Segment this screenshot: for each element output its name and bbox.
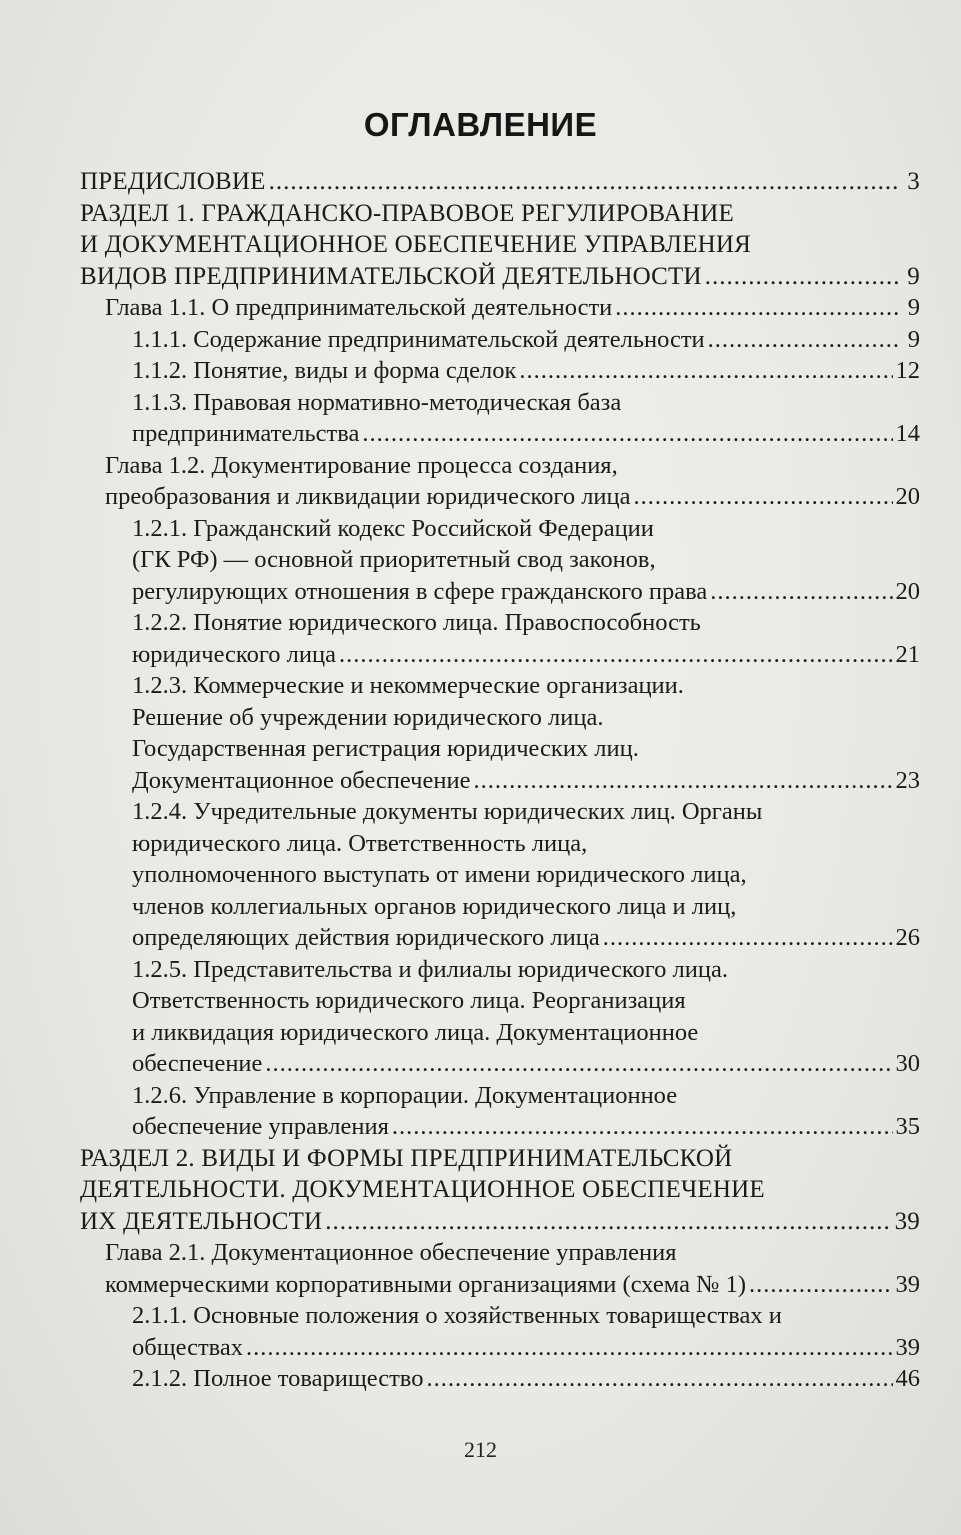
toc-entry-line: 1.2.6. Управление в корпорации. Документационное [132,1081,678,1109]
dot-leader [519,355,892,387]
toc-page-number: 39 [895,1270,920,1298]
toc-entry [80,1300,920,1363]
toc-entry [80,387,920,450]
toc-entry-line [105,481,920,513]
dot-leader [265,1048,892,1080]
dot-leader [362,418,892,450]
toc-entry-line [132,418,920,450]
toc-entry-line: и ликвидация юридического лица. Документационное [132,1018,699,1046]
dot-leader [426,1363,892,1395]
toc-entry-line [132,1048,920,1080]
toc-page-number: 12 [895,357,920,384]
toc-page-number: 30 [895,1050,920,1077]
toc-entry [80,450,920,513]
toc-page-number: 20 [895,483,920,510]
toc-entry-text: преобразования и ликвидации юридического лица [105,483,631,510]
toc-entry-text: коммерческими корпоративными организациями (схема № 1) [105,1270,747,1298]
toc-entry-line [105,292,920,324]
toc-page-number: 46 [895,1365,920,1392]
toc-entry-text: 2.1.2. Полное товарищество [132,1365,424,1392]
toc-entry [80,513,920,608]
toc-entry-line: членов коллегиальных органов юридического лица и лиц, [132,892,737,920]
dot-leader [339,639,893,671]
page-number: 212 [464,1437,497,1462]
toc-entry [80,1080,920,1143]
toc-entry-text: определяющих действия юридического лица [132,924,600,951]
toc-entry-text: юридического лица [132,640,336,668]
toc-page-number: 21 [895,640,920,668]
dot-leader [392,1111,893,1143]
toc-entry-text: Глава 1.1. О предпринимательской деятельности [105,294,613,321]
toc-entry-line: РАЗДЕЛ 1. ГРАЖДАНСКО-ПРАВОВОЕ РЕГУЛИРОВАНИЕ [80,199,734,227]
toc-entry-text: 1.1.2. Понятие, виды и форма сделок [132,357,517,384]
toc-entry-line: 1.2.3. Коммерческие и некоммерческие организации. [132,672,684,699]
toc-entry [80,954,920,1080]
toc-entry-line: ДЕЯТЕЛЬНОСТИ. ДОКУМЕНТАЦИОННОЕ ОБЕСПЕЧЕНИЕ [80,1176,765,1203]
toc-entry [80,292,920,324]
toc-page-number: 35 [895,1113,920,1140]
toc-entry-line [105,1269,920,1301]
toc-entry-line: Решение об учреждении юридического лица. [132,703,604,731]
toc-entry-line: юридического лица. Ответственность лица, [132,829,588,857]
toc-entry-text: регулирующих отношения в сфере гражданского права [132,577,708,605]
toc-entry [80,324,920,356]
toc-entry-line: 1.2.4. Учредительные документы юридических лиц. Органы [132,798,763,825]
toc-entry-line [132,1332,920,1364]
dot-leader [246,1332,892,1364]
toc-entry-line: Государственная регистрация юридических лиц. [132,735,639,762]
toc-entry-line: Глава 2.1. Документационное обеспечение управления [105,1239,677,1266]
toc-page-number: 39 [894,1207,920,1235]
toc-entry-line: Ответственность юридического лица. Реорганизация [132,987,686,1014]
toc-page-number: 20 [895,577,920,605]
toc-page-number: 26 [895,924,920,951]
toc-entry [80,166,920,198]
toc-entry-text: 1.1.1. Содержание предпринимательской деятельности [132,325,705,353]
dot-leader [615,292,899,324]
toc-entry-line [132,355,920,387]
dot-leader [710,576,892,608]
toc-entry-line: 1.1.3. Правовая нормативно-методическая база [132,388,622,416]
toc-entry-line: 1.2.1. Гражданский кодекс Российской Федерации [132,514,654,542]
toc-entry-text: обеспечение [132,1050,263,1077]
toc-entry-text: предпринимательства [132,420,360,447]
toc-page-number: 9 [907,325,920,353]
toc-page-number: 3 [907,168,920,195]
toc-entry-line [132,1363,920,1395]
toc-page-number: 39 [895,1333,920,1361]
toc-entry-line: Глава 1.2. Документирование процесса создания, [105,451,618,479]
toc-entry-line: 2.1.1. Основные положения о хозяйственных товариществах и [132,1302,782,1329]
dot-leader [603,922,893,954]
dot-leader [634,481,893,513]
toc-entry-line [132,1111,920,1143]
dot-leader [325,1206,891,1238]
toc-entry-text: ИХ ДЕЯТЕЛЬНОСТИ [80,1207,323,1235]
toc-entry-line [80,1206,920,1238]
dot-leader [269,166,899,198]
toc-entry-line: (ГК РФ) — основной приоритетный свод законов, [132,546,656,573]
toc-entry-text: обществах [132,1333,244,1361]
toc-page-number: 14 [895,420,920,447]
toc-entry-text: обеспечение управления [132,1113,389,1140]
toc-entry-line [80,261,920,293]
page-title: ОГЛАВЛЕНИЕ [363,106,598,143]
toc-entry-line [132,576,920,608]
dot-leader [705,261,899,293]
toc-entry-line: И ДОКУМЕНТАЦИОННОЕ ОБЕСПЕЧЕНИЕ УПРАВЛЕНИЯ [80,231,752,258]
toc-entry-line: 1.2.5. Представительства и филиалы юридического лица. [132,955,729,983]
dot-leader [749,1269,892,1301]
toc-entry-line [132,765,920,797]
toc-entry-line: уполномоченного выступать от имени юридического лица, [132,861,747,888]
toc-entry-line [132,922,920,954]
toc-entry-line [132,324,920,356]
toc-entry [80,1143,920,1238]
toc-entry [80,796,920,954]
toc-entry-text: ВИДОВ ПРЕДПРИНИМАТЕЛЬСКОЙ ДЕЯТЕЛЬНОСТИ [80,262,702,290]
toc-entry [80,198,920,293]
toc-page-number: 9 [907,294,920,321]
toc-entry-line [80,166,920,198]
toc-entry-text: ПРЕДИСЛОВИЕ [80,168,266,195]
toc-entry-line [132,639,920,671]
toc-entry-text: Документационное обеспечение [132,766,471,794]
toc-page-number: 23 [895,766,920,794]
dot-leader [473,765,892,797]
toc-entry [80,355,920,387]
toc-entry [80,1363,920,1395]
toc-page-number: 9 [907,262,920,290]
dot-leader [708,324,899,356]
toc-entry-line: РАЗДЕЛ 2. ВИДЫ И ФОРМЫ ПРЕДПРИНИМАТЕЛЬСКОЙ [80,1144,733,1172]
toc-entry-line: 1.2.2. Понятие юридического лица. Правоспособность [132,609,701,636]
table-of-contents [80,166,920,1395]
toc-entry [80,670,920,796]
toc-entry [80,607,920,670]
toc-entry [80,1237,920,1300]
